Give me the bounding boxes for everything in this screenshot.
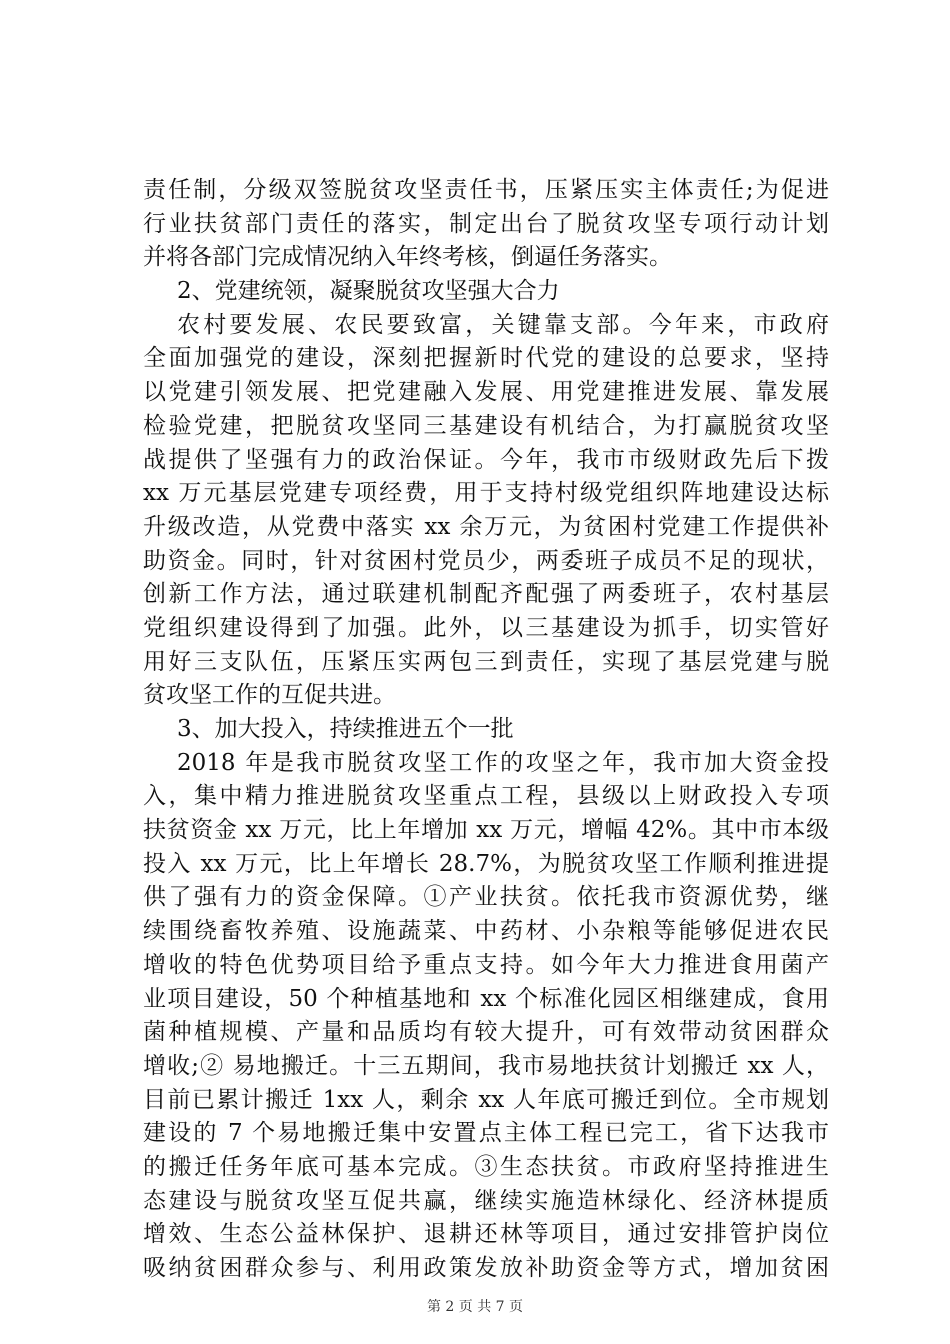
text-line: 的搬迁任务年底可基本完成。③生态扶贫。市政府坚持推进生 bbox=[143, 1153, 829, 1180]
text-line: 增效、生态公益林保护、退耕还林等项目，通过安排管护岗位 bbox=[143, 1221, 829, 1248]
text-line: 助资金。同时，针对贫困村党员少，两委班子成员不足的现状， bbox=[143, 547, 829, 574]
text-line: 建设的 7 个易地搬迁集中安置点主体工程已完工，省下达我市 bbox=[143, 1120, 829, 1147]
text-line: 用好三支队伍，压紧压实两包三到责任，实现了基层党建与脱 bbox=[143, 648, 829, 675]
text-line: 2018 年是我市脱贫攻坚工作的攻坚之年，我市加大资金投 bbox=[177, 749, 829, 776]
section-heading: 2、党建统领，凝聚脱贫攻坚强大合力 bbox=[177, 278, 560, 305]
text-line: 并将各部门完成情况纳入年终考核，倒逼任务落实。 bbox=[143, 244, 672, 271]
text-line: 贫攻坚工作的互促共进。 bbox=[143, 682, 396, 709]
text-line: 扶贫资金 xx 万元，比上年增加 xx 万元，增幅 42%。其中市本级 bbox=[143, 817, 829, 844]
text-line: 目前已累计搬迁 1xx 人，剩余 xx 人年底可搬迁到位。全市规划 bbox=[143, 1086, 829, 1113]
text-line: 行业扶贫部门责任的落实，制定出台了脱贫攻坚专项行动计划 bbox=[143, 210, 829, 237]
text-line: 党组织建设得到了加强。此外，以三基建设为抓手，切实管好 bbox=[143, 614, 829, 641]
text-line: 责任制，分级双签脱贫攻坚责任书，压紧压实主体责任;为促进 bbox=[143, 177, 829, 203]
text-line: 以党建引领发展、把党建融入发展、用党建推进发展、靠发展 bbox=[143, 379, 829, 406]
text-line: 入，集中精力推进脱贫攻坚重点工程，县级以上财政投入专项 bbox=[143, 783, 829, 810]
text-line: 续围绕畜牧养殖、设施蔬菜、中药材、小杂粮等能够促进农民 bbox=[143, 918, 829, 945]
section-heading: 3、加大投入，持续推进五个一批 bbox=[177, 716, 514, 742]
text-line: 农村要发展、农民要致富，关键靠支部。今年来，市政府 bbox=[177, 311, 829, 338]
text-line: 业项目建设，50 个种植基地和 xx 个标准化园区相继建成，食用 bbox=[143, 985, 829, 1012]
page-footer bbox=[0, 1296, 950, 1316]
text-line: 增收;② 易地搬迁。十三五期间，我市易地扶贫计划搬迁 xx 人， bbox=[143, 1052, 829, 1079]
text-line: 创新工作方法，通过联建机制配齐配强了两委班子，农村基层 bbox=[143, 581, 829, 608]
text-line: 增收的特色优势项目给予重点支持。如今年大力推进食用菌产 bbox=[143, 951, 829, 978]
text-line: xx 万元基层党建专项经费，用于支持村级党组织阵地建设达标 bbox=[143, 480, 829, 507]
text-line: 态建设与脱贫攻坚互促共赢，继续实施造林绿化、经济林提质 bbox=[143, 1187, 829, 1214]
text-line: 检验党建，把脱贫攻坚同三基建设有机结合，为打赢脱贫攻坚 bbox=[143, 412, 829, 439]
body-text bbox=[143, 174, 829, 1286]
text-line: 供了强有力的资金保障。①产业扶贫。依托我市资源优势，继 bbox=[143, 884, 829, 911]
text-line: 战提供了坚强有力的政治保证。今年，我市市级财政先后下拨 bbox=[143, 446, 829, 473]
text-line: 吸纳贫困群众参与、利用政策发放补助资金等方式，增加贫困 bbox=[143, 1255, 829, 1281]
text-line: 菌种植规模、产量和品质均有较大提升，可有效带动贫困群众 bbox=[143, 1019, 829, 1046]
text-line: 升级改造，从党费中落实 xx 余万元，为贫困村党建工作提供补 bbox=[143, 513, 829, 540]
page-indicator: 第 2 页 共 7 页 bbox=[426, 1299, 524, 1315]
text-line: 全面加强党的建设，深刻把握新时代党的建设的总要求，坚持 bbox=[143, 345, 829, 372]
text-line: 投入 xx 万元，比上年增长 28.7%，为脱贫攻坚工作顺利推进提 bbox=[143, 850, 829, 877]
